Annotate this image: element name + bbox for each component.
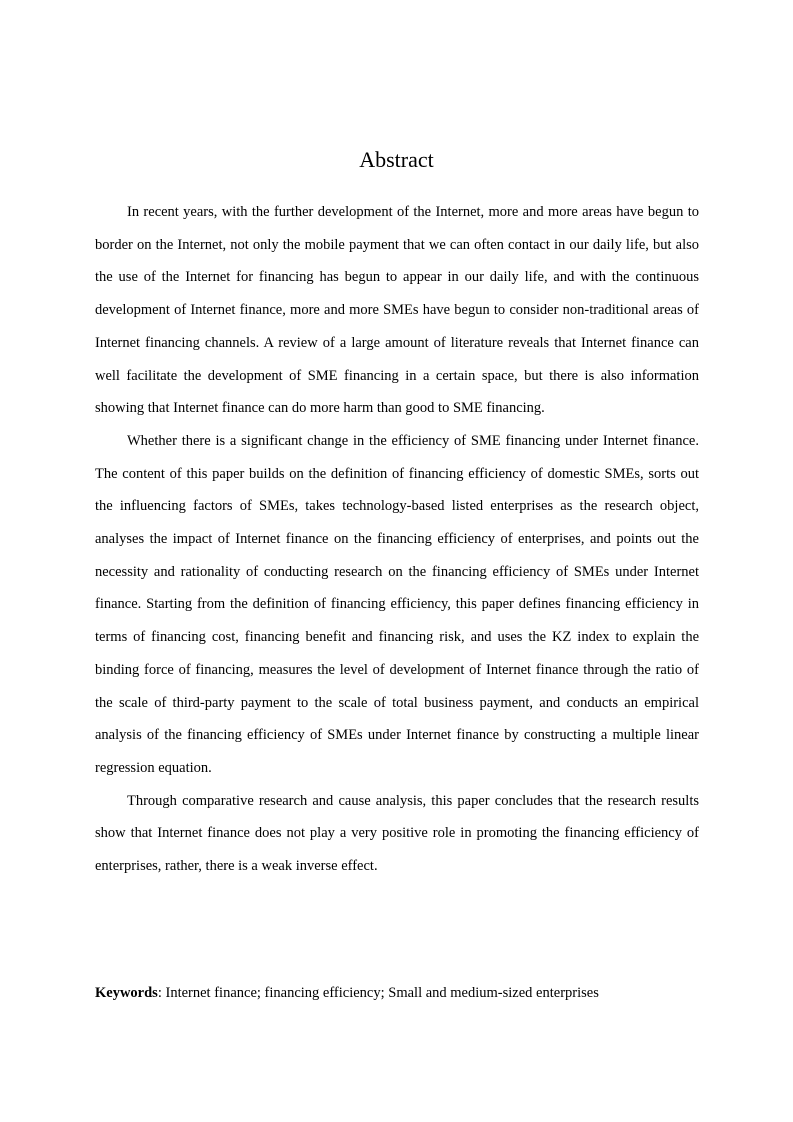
- abstract-paragraph-2: Whether there is a significant change in the efficiency of SME financing under Internet finance. The content of this paper builds on the definition of financing efficiency of domestic SMEs, sorts out the influencing factors of SMEs, takes technology-based listed enterprises as the research object, analyses the impact of Internet finance on the financing efficiency of enterprises, and points out the necessity and rationality of conducting research on the financing efficiency of SMEs under Internet finance. Starting from the definition of financing efficiency, this paper defines financing efficiency in terms of financing cost, financing benefit and financing risk, and uses the KZ index to explain the binding force of financing, measures the level of development of Internet finance through the ratio of the scale of third-party payment to the scale of total business payment, and conducts an empirical analysis of the financing efficiency of SMEs under Internet finance by constructing a multiple linear regression equation.: [95, 432, 699, 776]
- abstract-title: Abstract: [359, 147, 434, 172]
- keywords-text: Internet finance; financing efficiency; Small and medium-sized enterprises: [165, 985, 599, 1001]
- keywords-line: [95, 978, 699, 1008]
- keywords-label: Keywords: [95, 985, 158, 1001]
- keywords-separator: :: [157, 985, 166, 1001]
- abstract-paragraph-1: In recent years, with the further development of the Internet, more and more areas have begun to border on the Internet, not only the mobile payment that we can often contact in our daily life, but also the use of the Internet for financing has begun to appear in our daily life, and with the continuous development of Internet finance, more and more SMEs have begun to consider non-traditional areas of Internet financing channels. A review of a large amount of literature reveals that Internet finance can well facilitate the development of SME financing in a certain space, but there is also information showing that Internet finance can do more harm than good to SME financing.: [95, 204, 699, 417]
- abstract-paragraph-3: Through comparative research and cause analysis, this paper concludes that the research results show that Internet finance does not play a very positive role in promoting the financing efficiency of enterprises, rather, there is a weak inverse effect.: [95, 792, 699, 875]
- abstract-body: [95, 196, 699, 883]
